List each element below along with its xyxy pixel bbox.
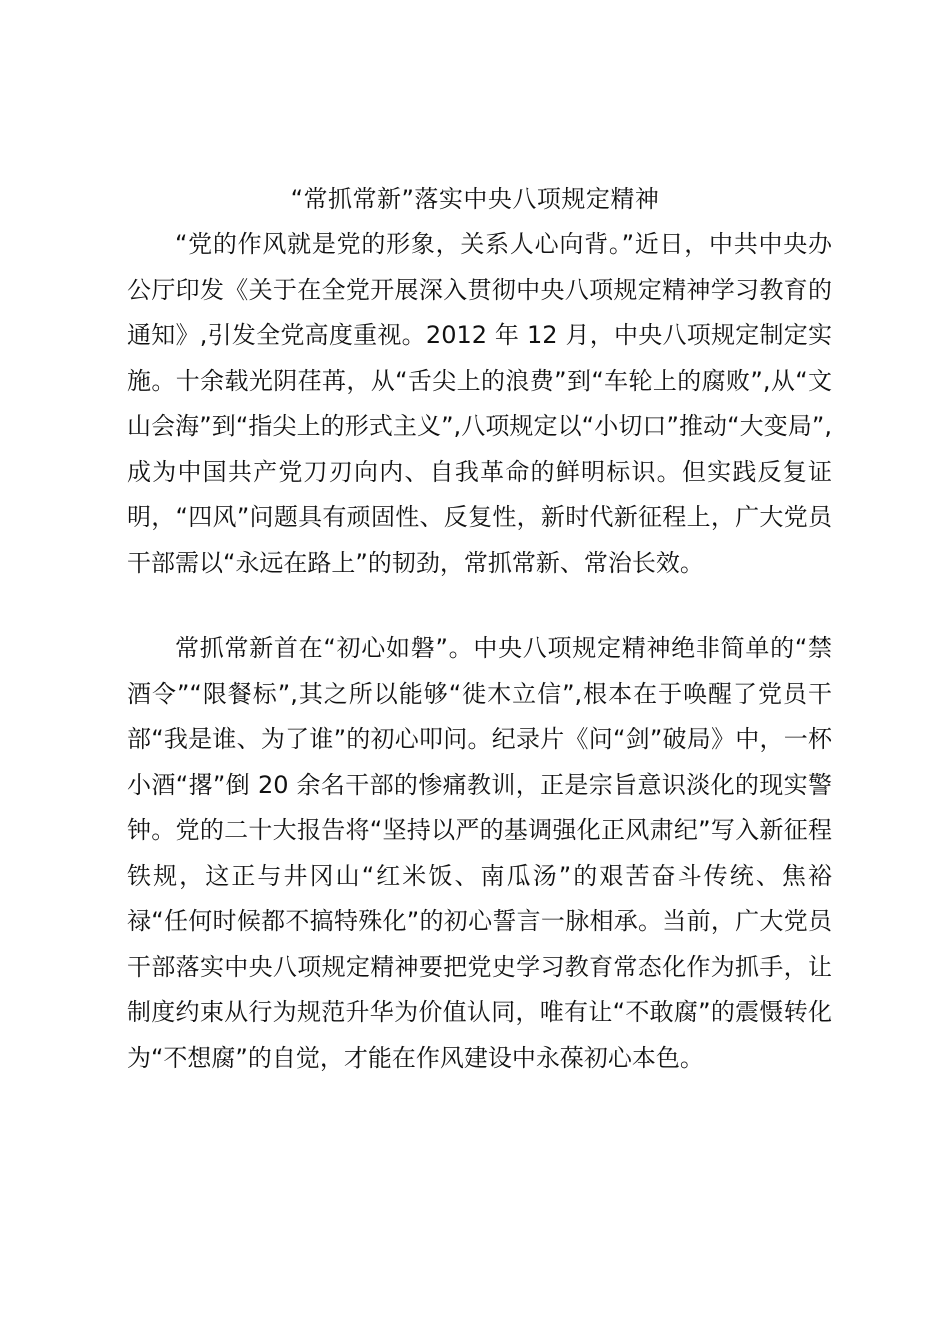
body-paragraph-1: “党的作风就是党的形象，关系人心向背。”近日，中共中央办公厅印发《关于在全党开展深入贯彻中央八项规定精神学习教育的通知》,引发全党高度重视。2012 年 12 月，中央八项规定制定实施。十余载光阴荏苒，从“舌尖上的浪费”到“车轮上的腐败”,从“文山会海”到“指尖上的形式主义”,八项规定以“小切口”推动“大变局”,成为中国共产党刀刃向内、自我革命的鲜明标识。但实践反复证明，“四风”问题具有顽固性、反复性，新时代新征程上，广大党员干部需以“永远在路上”的韧劲，常抓常新、常治长效。 [127,230,832,577]
body-paragraph-2: 常抓常新首在“初心如磐”。中央八项规定精神绝非简单的“禁酒令”“限餐标”,其之所以能够“徙木立信”,根本在于唤醒了党员干部“我是谁、为了谁”的初心叩问。纪录片《问“剑”破局》中，一杯小酒“撂”倒 20 余名干部的惨痛教训，正是宗旨意识淡化的现实警钟。党的二十大报告将“坚持以严的基调强化正风肃纪”写入新征程铁规，这正与井冈山“红米饭、南瓜汤”的艰苦奋斗传统、焦裕禄“任何时候都不搞特殊化”的初心誓言一脉相承。当前，广大党员干部落实中央八项规定精神要把党史学习教育常态化作为抓手，让制度约束从行为规范升华为价值认同，唯有让“不敢腐”的震慑转化为“不想腐”的自觉，才能在作风建设中永葆初心本色。 [127,634,832,1072]
document-title: “常抓常新”落实中央八项规定精神 [290,185,660,213]
